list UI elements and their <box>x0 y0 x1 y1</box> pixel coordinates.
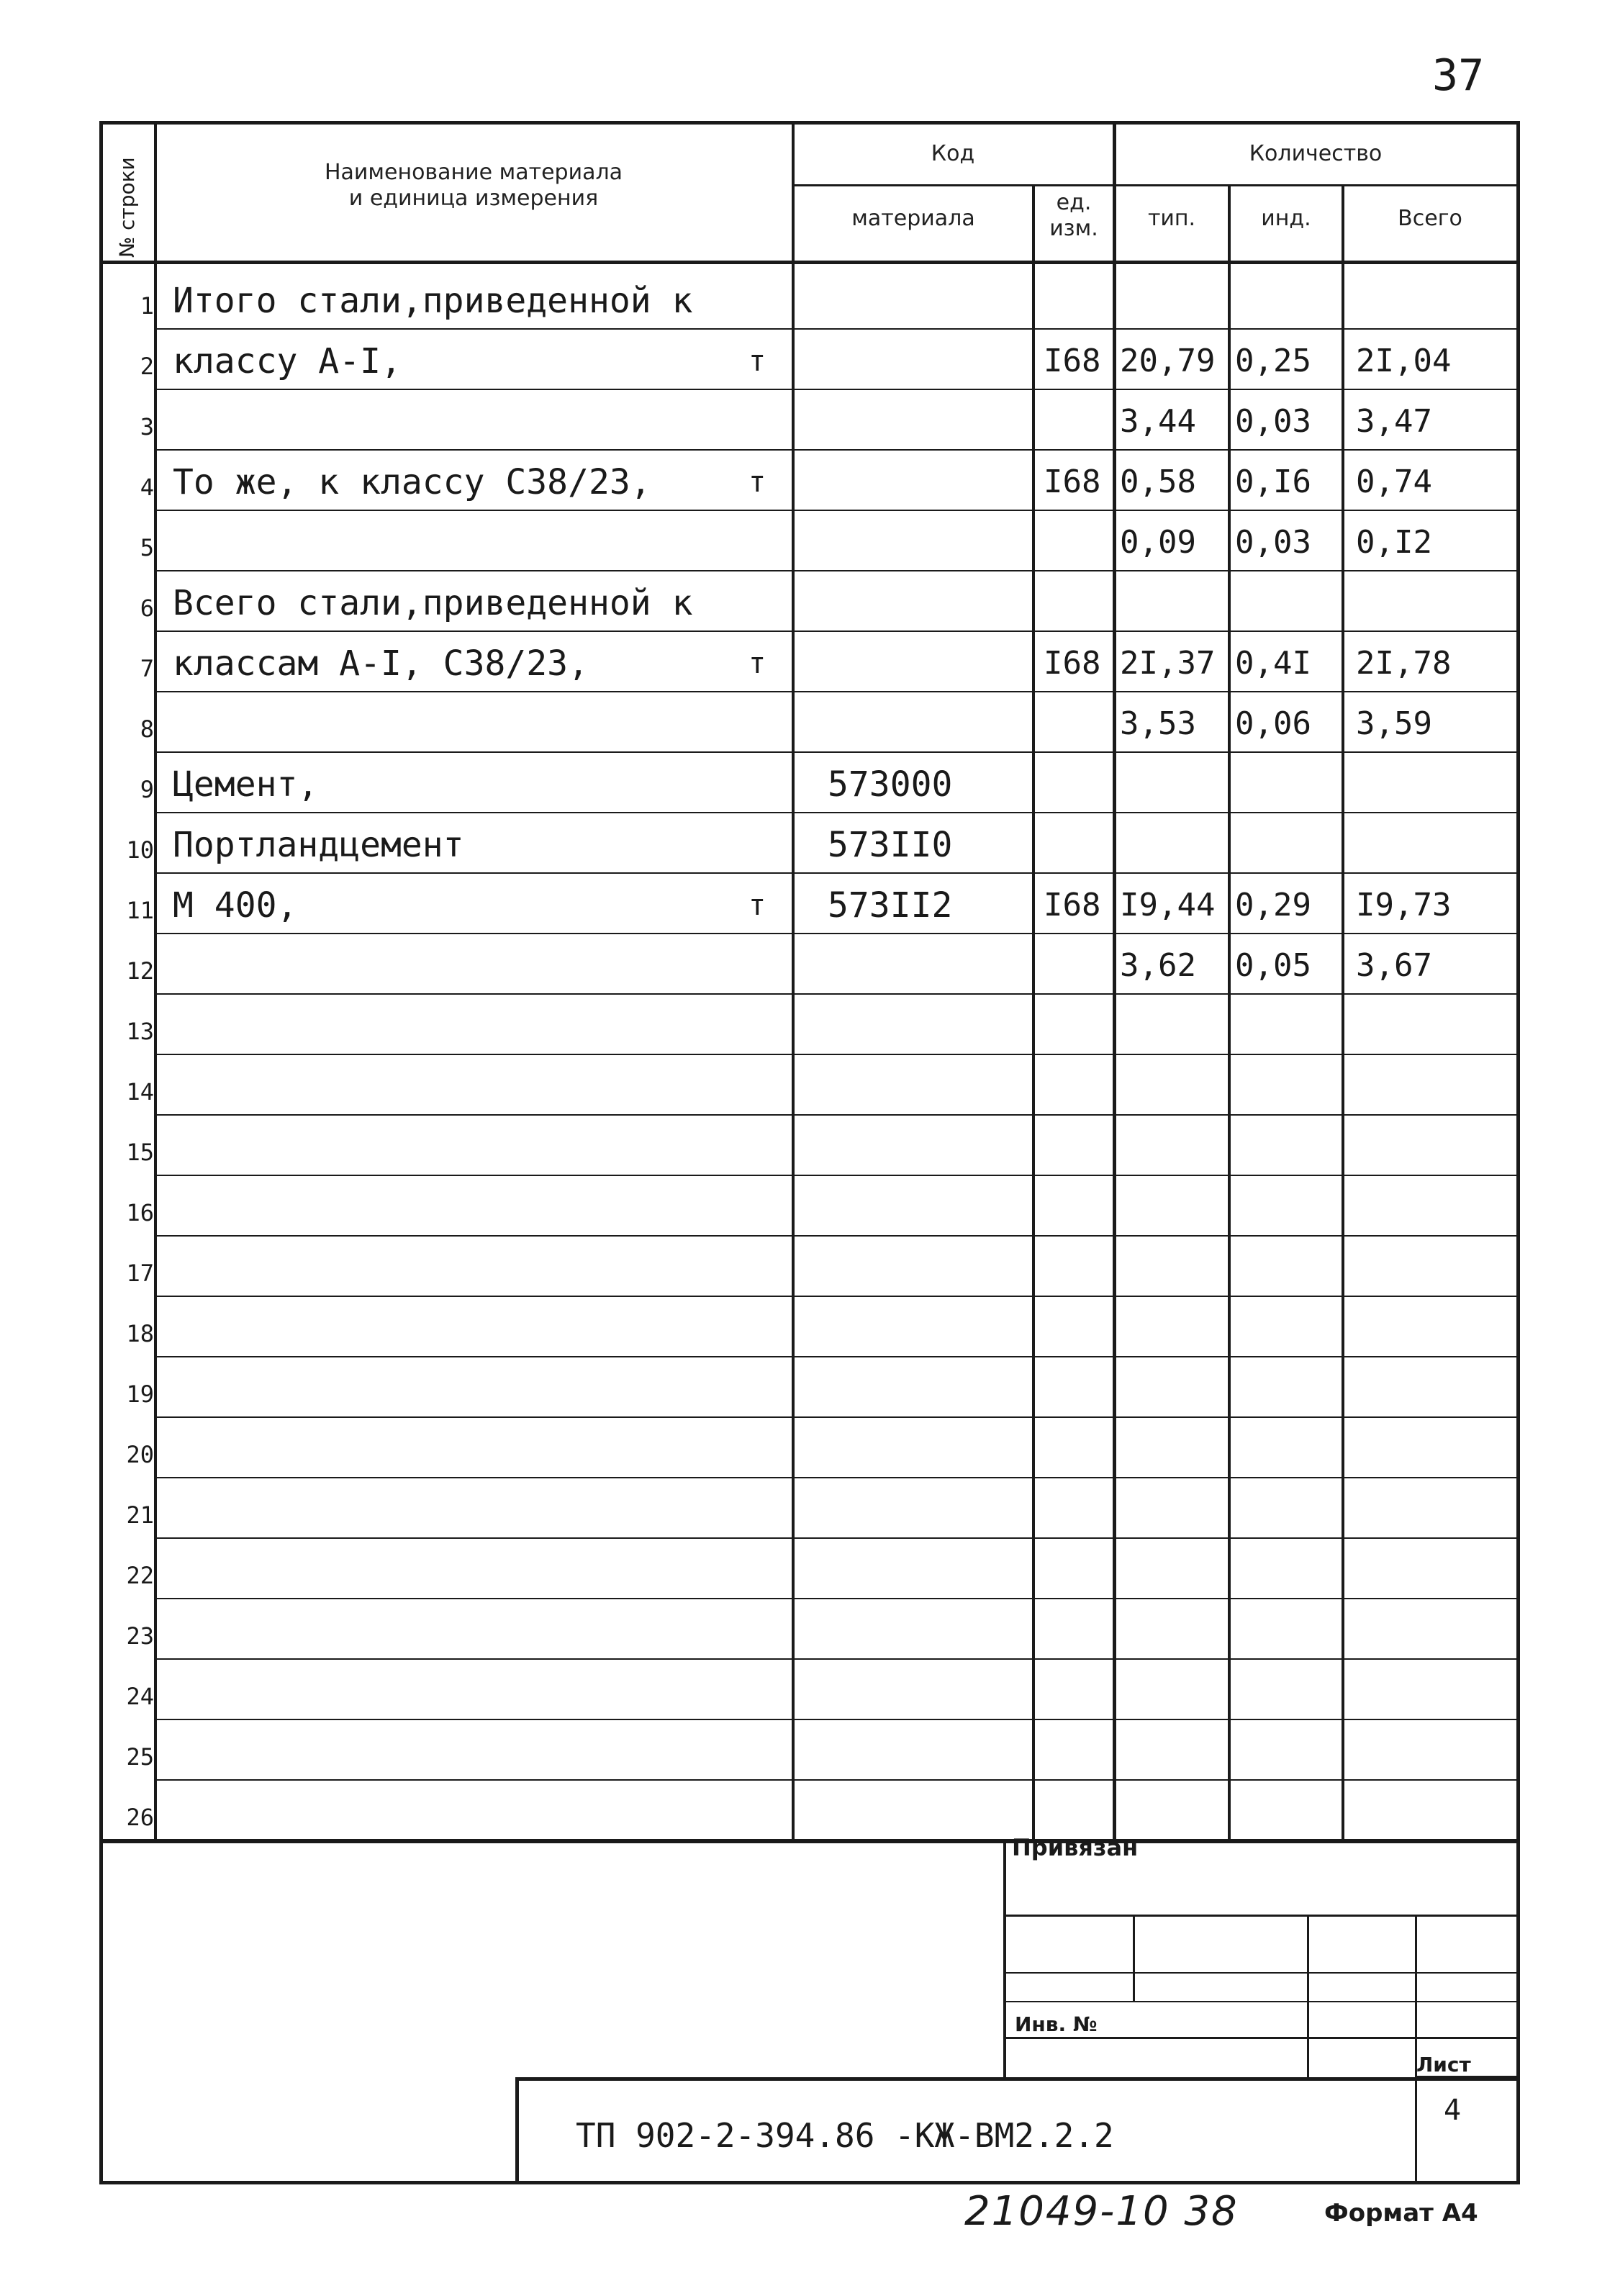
stamp-col-2 <box>1307 1915 1309 2077</box>
row-qty-ind: 0,25 <box>1235 343 1311 379</box>
row-qty-typ: 0,58 <box>1120 464 1196 500</box>
row-qty-total: 3,47 <box>1356 403 1432 440</box>
page-number: 37 <box>1432 50 1485 101</box>
row-rule <box>154 1356 1520 1357</box>
row-rule <box>154 1779 1520 1781</box>
footer-format: Формат А4 <box>1324 2199 1478 2228</box>
row-rule <box>154 1719 1520 1720</box>
header-bottom-rule <box>99 261 1520 264</box>
col-rule-ind <box>1342 184 1344 1843</box>
row-rule <box>154 1175 1520 1176</box>
header-code: Код <box>931 141 975 166</box>
header-typ: тип. <box>1147 206 1196 231</box>
row-qty-total: 2I,04 <box>1356 343 1452 379</box>
designation-top <box>515 2077 1520 2081</box>
row-material-code: 573II0 <box>828 825 953 865</box>
row-rule <box>154 872 1520 874</box>
row-qty-ind: 0,I6 <box>1235 464 1311 500</box>
row-number: 14 <box>126 1078 154 1106</box>
row-number: 17 <box>126 1260 154 1287</box>
row-rule <box>154 1235 1520 1237</box>
title-block-left <box>99 1840 103 2184</box>
row-number: 23 <box>126 1622 154 1650</box>
row-qty-ind: 0,29 <box>1235 887 1311 923</box>
row-rule <box>154 1054 1520 1055</box>
row-rule <box>154 631 1520 632</box>
row-qty-total: 3,67 <box>1356 947 1432 984</box>
row-qty-typ: 2I,37 <box>1120 645 1216 682</box>
row-number: 26 <box>126 1804 154 1831</box>
title-block-bottom <box>99 2181 1520 2184</box>
row-name: Портландцемент <box>173 825 464 865</box>
row-rule <box>154 570 1520 571</box>
row-number: 22 <box>126 1562 154 1589</box>
row-rule <box>154 751 1520 753</box>
row-rule <box>154 1416 1520 1418</box>
stamp-rule-3 <box>1003 2001 1520 2002</box>
row-rule <box>154 1114 1520 1116</box>
row-rule <box>154 328 1520 330</box>
row-qty-total: 0,I2 <box>1356 524 1432 561</box>
header-row-no: № строки <box>115 157 139 258</box>
row-qty-ind: 0,03 <box>1235 524 1311 561</box>
col-rule-code <box>1032 184 1035 1843</box>
row-name: классам А-I, С38/23, <box>173 643 589 684</box>
row-number: 20 <box>126 1441 154 1468</box>
row-qty-ind: 0,4I <box>1235 645 1311 682</box>
sheet-label: Лист <box>1416 2053 1471 2076</box>
row-number: 7 <box>140 655 154 682</box>
row-rule <box>154 1537 1520 1539</box>
row-rule <box>154 1296 1520 1297</box>
row-name: Цемент, <box>173 764 319 805</box>
row-number: 19 <box>126 1380 154 1408</box>
row-rule <box>154 1598 1520 1599</box>
row-rule <box>154 449 1520 451</box>
row-number: 25 <box>126 1743 154 1771</box>
row-qty-ind: 0,03 <box>1235 403 1311 440</box>
row-number: 1 <box>140 292 154 320</box>
row-unit-code: I68 <box>1044 464 1101 500</box>
document-designation: ТП 902-2-394.86 -КЖ-ВМ2.2.2 <box>576 2116 1114 2155</box>
row-unit-t: т <box>748 466 766 499</box>
row-rule <box>154 812 1520 813</box>
row-number: 4 <box>140 474 154 501</box>
row-qty-typ: 3,53 <box>1120 705 1196 742</box>
row-qty-typ: 0,09 <box>1120 524 1196 561</box>
row-number: 9 <box>140 776 154 803</box>
row-number: 8 <box>140 715 154 743</box>
row-material-code: 573000 <box>828 764 953 805</box>
row-rule <box>154 1477 1520 1478</box>
row-name: классу А-I, <box>173 341 402 381</box>
header-code-material: материала <box>851 206 975 231</box>
row-qty-total: 2I,78 <box>1356 645 1452 682</box>
row-number: 10 <box>126 836 154 864</box>
row-qty-total: I9,73 <box>1356 887 1452 923</box>
header-quantity: Количество <box>1249 141 1383 166</box>
header-total: Всего <box>1398 206 1462 231</box>
stamp-left <box>1003 1840 1006 2077</box>
row-number: 13 <box>126 1018 154 1045</box>
stamp-rule-1 <box>1003 1915 1520 1917</box>
row-number: 6 <box>140 595 154 622</box>
privyazan-label: Привязан <box>1012 1834 1139 1861</box>
row-name: То же, к классу С38/23, <box>173 462 651 502</box>
stamp-col-1 <box>1133 1915 1135 2001</box>
row-unit-t: т <box>748 889 766 922</box>
footer-doc-number: 21049-10 38 <box>964 2188 1239 2235</box>
col-rule-name <box>792 121 795 1843</box>
row-qty-ind: 0,05 <box>1235 947 1311 984</box>
col-rule-typ <box>1228 184 1231 1843</box>
row-number: 18 <box>126 1320 154 1347</box>
row-qty-typ: I9,44 <box>1120 887 1216 923</box>
designation-left <box>515 2077 519 2184</box>
header-unit: ед. изм. <box>1049 190 1098 241</box>
header-ind: инд. <box>1261 206 1311 231</box>
row-material-code: 573II2 <box>828 885 953 926</box>
row-number: 11 <box>126 897 154 924</box>
stamp-rule-4 <box>1003 2037 1520 2039</box>
header-mid-rule <box>795 184 1520 186</box>
row-qty-total: 3,59 <box>1356 705 1432 742</box>
row-rule <box>154 993 1520 995</box>
row-rule <box>154 691 1520 692</box>
row-number: 5 <box>140 534 154 561</box>
title-block-right <box>1516 1840 1520 2184</box>
row-name: М 400, <box>173 885 298 926</box>
header-name: Наименование материала и единица измерения <box>324 160 623 211</box>
row-qty-typ: 3,62 <box>1120 947 1196 984</box>
row-rule <box>154 510 1520 511</box>
col-rule-num <box>154 121 157 1843</box>
row-number: 3 <box>140 413 154 440</box>
stamp-col-3 <box>1415 1915 1417 2181</box>
row-rule <box>154 1658 1520 1660</box>
row-qty-typ: 3,44 <box>1120 403 1196 440</box>
row-qty-typ: 20,79 <box>1120 343 1216 379</box>
row-number: 21 <box>126 1501 154 1529</box>
row-rule <box>154 389 1520 390</box>
row-unit-t: т <box>748 647 766 680</box>
row-unit-t: т <box>748 345 766 378</box>
stamp-rule-2 <box>1003 1972 1520 1974</box>
row-qty-ind: 0,06 <box>1235 705 1311 742</box>
row-number: 2 <box>140 353 154 380</box>
row-name: Итого стали,приведенной к <box>173 281 693 321</box>
row-number: 16 <box>126 1199 154 1226</box>
row-rule <box>154 933 1520 934</box>
inv-no-label: Инв. № <box>1015 2012 1098 2036</box>
row-unit-code: I68 <box>1044 343 1101 379</box>
row-unit-code: I68 <box>1044 645 1101 682</box>
row-qty-total: 0,74 <box>1356 464 1432 500</box>
row-number: 24 <box>126 1683 154 1710</box>
title-block-top <box>99 1840 1520 1843</box>
col-rule-unit <box>1113 121 1116 1843</box>
sheet-number: 4 <box>1444 2094 1462 2127</box>
row-number: 12 <box>126 957 154 985</box>
row-name: Всего стали,приведенной к <box>173 583 693 623</box>
row-number: 15 <box>126 1139 154 1166</box>
row-unit-code: I68 <box>1044 887 1101 923</box>
